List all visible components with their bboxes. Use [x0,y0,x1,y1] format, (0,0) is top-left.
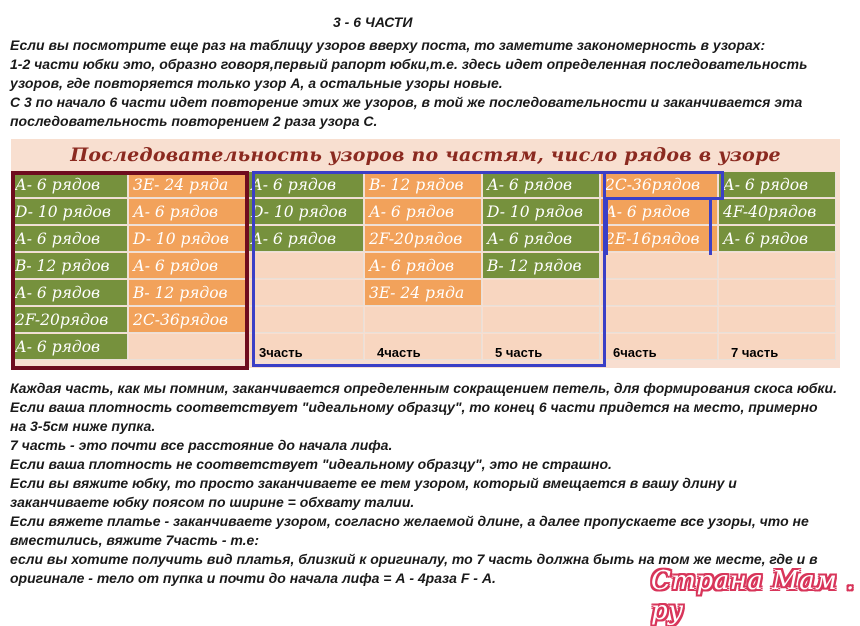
empty-cell [365,307,482,333]
explanation-line: если вы хотите получить вид платья, близкий к оригиналу, то 7 часть должна быть на том же месте, где и в [10,551,818,567]
pattern-cell: D- 10 рядов [247,199,364,225]
pattern-cell: 2Е-16рядов [601,226,718,252]
part-label: 4часть [377,345,421,360]
explanation-line: Каждая часть, как мы помним, заканчивается определенным сокращением петель, для формирования скоса юбки. [10,380,837,396]
empty-cell [247,307,364,333]
pattern-cell: А- 6 рядов [247,172,364,198]
explanation-line: 7 часть - это почти все расстояние до начала лифа. [10,437,393,453]
pattern-cell: А- 6 рядов [483,226,600,252]
pattern-sequence-table [11,139,840,368]
intro-line: С 3 по начало 6 части идет повторение этих же узоров, в той же последовательности и заканчивается эта [10,94,803,110]
pattern-cell: 2С-36рядов [129,307,246,333]
explanation-line: на 3-5см ниже пупка. [10,418,156,434]
pattern-cell: D- 10 рядов [129,226,246,252]
pattern-cell: В- 12 рядов [483,253,600,279]
pattern-cell: 3Е- 24 ряда [129,172,246,198]
explanation-line: Если ваша плотность не соответствует "идеальному образцу", это не страшно. [10,456,612,472]
site-watermark-logo: Страна Мам . ру [651,566,855,626]
empty-cell [719,307,836,333]
section-heading: 3 - 6 ЧАСТИ [333,14,413,30]
empty-cell [601,280,718,306]
pattern-cell: А- 6 рядов [719,172,836,198]
empty-cell [719,253,836,279]
explanation-line: оригинале - тело от пупка и почти до начала лифа = А - 4раза F - А. [10,570,496,586]
explanation-line: Если вяжете платье - заканчиваете узором, согласно желаемой длине, а далее пропускаете все узоры, что не [10,513,809,529]
pattern-cell: А- 6 рядов [11,334,128,360]
pattern-cell: А- 6 рядов [129,253,246,279]
empty-cell [601,253,718,279]
explanation-paragraph [10,379,855,588]
pattern-cell: 2С-36рядов [601,172,718,198]
pattern-cell: D- 10 рядов [11,199,128,225]
pattern-cell: В- 12 рядов [129,280,246,306]
pattern-cell: В- 12 рядов [365,172,482,198]
empty-cell [483,280,600,306]
explanation-line: Если ваша плотность соответствует "идеальному образцу", то конец 6 части придется на место, примерно [10,399,818,415]
empty-cell [719,280,836,306]
part-label: 7 часть [731,345,779,360]
empty-cell [247,280,364,306]
intro-line: последовательность повторением 2 раза узора С. [10,113,378,129]
part-label: 5 часть [495,345,543,360]
part-label: 6часть [613,345,657,360]
pattern-cell: А- 6 рядов [365,199,482,225]
explanation-line: заканчиваете юбку поясом по ширине = обхвату талии. [10,494,415,510]
pattern-cell: А- 6 рядов [719,226,836,252]
empty-cell [483,307,600,333]
pattern-cell: А- 6 рядов [11,280,128,306]
pattern-cell: 2F-20рядов [11,307,128,333]
pattern-cell: 3Е- 24 ряда [365,280,482,306]
explanation-line: вместились, вяжите 7часть - т.е: [10,532,259,548]
pattern-cell: А- 6 рядов [365,253,482,279]
empty-cell [601,307,718,333]
empty-cell [247,253,364,279]
pattern-cell: А- 6 рядов [11,226,128,252]
pattern-cell: А- 6 рядов [247,226,364,252]
part-label: 3часть [259,345,303,360]
intro-line: Если вы посмотрите еще раз на таблицу узоров вверху поста, то заметите закономерность в узорах: [10,37,766,53]
pattern-cell: А- 6 рядов [601,199,718,225]
intro-line: узоров, где повторяется только узор А, а остальные узоры новые. [10,75,503,91]
pattern-cell: А- 6 рядов [11,172,128,198]
pattern-cell: А- 6 рядов [129,199,246,225]
pattern-cell: А- 6 рядов [483,172,600,198]
explanation-line: Если вы вяжите юбку, то просто заканчиваете ее тем узором, который вмещается в вашу длину и [10,475,737,491]
pattern-cell: 2F-20рядов [365,226,482,252]
pattern-cell: D- 10 рядов [483,199,600,225]
intro-paragraph [10,36,855,131]
empty-cell [129,334,246,360]
pattern-cell: 4F-40рядов [719,199,836,225]
pattern-cell: В- 12 рядов [11,253,128,279]
table-title: Последовательность узоров по частям, число рядов в узоре [11,139,840,172]
intro-line: 1-2 части юбки это, образно говоря,первый рапорт юбки,т.е. здесь идет определенная последовательность [10,56,808,72]
